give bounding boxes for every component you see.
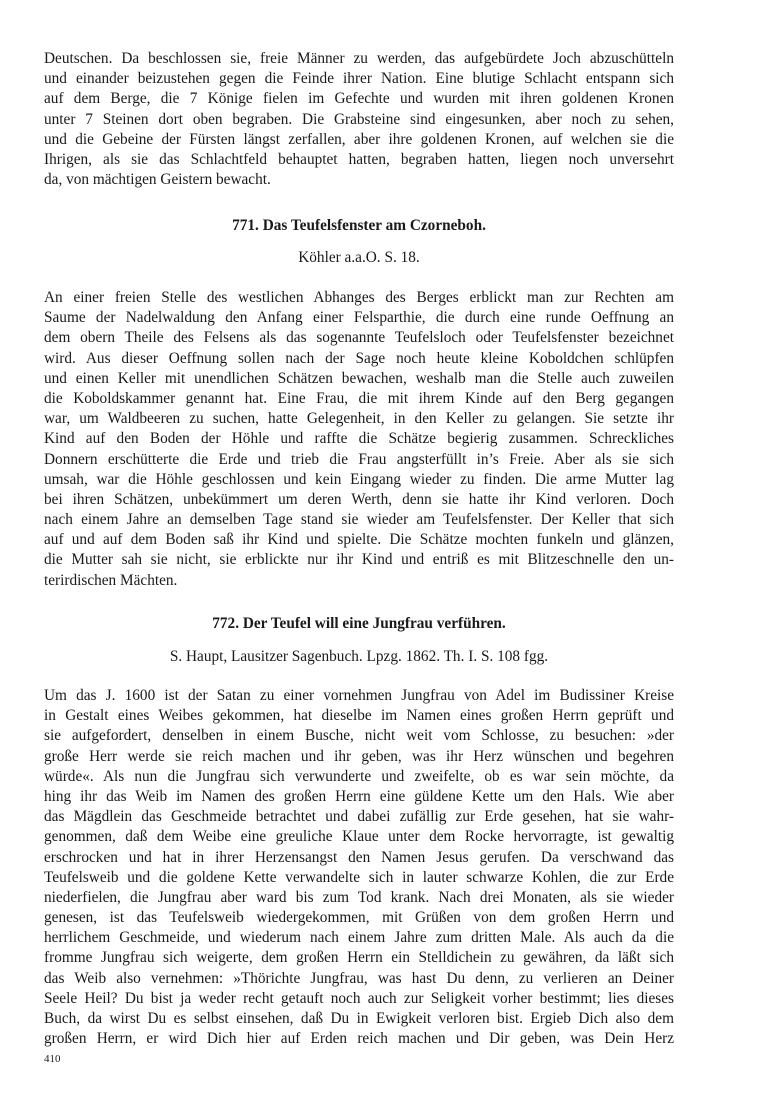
section-772-source: S. Haupt, Lausitzer Sagenbuch. Lpzg. 1862. Th. I. S. 108 fgg.: [169, 648, 549, 665]
page-number: 410: [44, 1053, 61, 1065]
text-line: in Gestalt eines Weibes gekommen, hat dieselbe im Namen eines großen Herrn geprüft und: [44, 707, 674, 725]
text-line: genesen, ist das Teufelsweib wiedergekommen, mit Grüßen von dem großen Herrn und: [44, 909, 674, 927]
text-line: auf und auf dem Boden saß ihr Kind und spielte. Die Schätze mochten funkeln und glänzen,: [44, 531, 674, 549]
text-line: das Mägdlein das Geschmeide betrachtet und dabei zufällig zur Erde gesehen, hat sie wahr-: [44, 808, 674, 826]
section-771-title: 771. Das Teufelsfenster am Czorneboh.: [232, 217, 486, 234]
text-line: Um das J. 1600 ist der Satan zu einer vornehmen Jungfrau von Adel im Budissiner Kreise: [44, 687, 674, 704]
intro-paragraph: [44, 49, 674, 190]
text-line: genommen, daß dem Weibe eine greuliche Klaue unter dem Rocke hervorragte, ist gewaltig: [44, 828, 674, 846]
text-line: auf dem Berge, die 7 Könige fielen im Gefechte und wurden mit ihren goldenen Kronen: [44, 90, 674, 108]
text-line: die Mutter sah sie nicht, sie erblickte nur ihr Kind und entriß es mit Blitzeschnelle den un-: [44, 551, 674, 569]
text-line: großen Herrn, er wird Dich hier auf Erden reich machen und Dir geben, was Dein Herz: [44, 1030, 674, 1048]
text-line: war, um Waldbeeren zu suchen, hatte Gelegenheit, in den Keller zu gelangen. Sie setzte ihr: [44, 410, 674, 428]
text-line: die Koboldskammer genannt hat. Eine Frau, die mit ihrem Kinde auf den Berg gegangen: [44, 389, 674, 407]
text-line: würde«. Als nun die Jungfrau sich verwunderte und zweifelte, ob es war sein möchte, da: [44, 767, 674, 785]
section-771-source: Köhler a.a.O. S. 18.: [298, 249, 420, 266]
text-line: da, von mächtigen Geistern bewacht.: [44, 171, 271, 189]
text-line: terirdischen Mächten.: [44, 571, 178, 589]
text-line: dem obern Theile des Felsens als das sogenannte Teufelsloch oder Teufelsfenster bezeichnet: [44, 329, 674, 347]
text-line: Saume der Nadelwaldung den Anfang einer Felsparthie, die durch eine runde Oeffnung an: [44, 309, 674, 327]
text-line: sie aufgefordert, denselben in einem Busche, nicht weit vom Schlosse, zu besuchen: »der: [44, 727, 674, 745]
text-line: An einer freien Stelle des westlichen Abhanges des Berges erblickt man zur Rechten am: [44, 289, 674, 306]
text-line: Kind auf den Boden der Höhle und raffte die Schätze begierig zusammen. Schreckliches: [44, 430, 674, 448]
text-line: und die Gebeine der Fürsten längst zerfallen, aber ihre goldenen Kronen, auf welchen sie die: [44, 130, 674, 148]
text-line: wird. Aus dieser Oeffnung sollen nach der Sage noch heute kleine Koboldchen schlüpfen: [44, 349, 674, 367]
section-771-paragraph: [44, 288, 674, 591]
text-line: Teufelsweib und die goldene Kette verwandelte sich in lauter schwarze Kohlen, die zur Erde: [44, 868, 674, 886]
text-line: Ihrigen, als sie das Schlachtfeld behauptet hatten, begraben hatten, liegen noch unversehrt: [44, 150, 674, 168]
text-line: das Weib also vernehmen: »Thörichte Jungfrau, was hast Du denn, zu verlieren an Deiner: [44, 969, 674, 987]
text-line: bei ihren Schätzen, unbekümmert um deren Werth, denn sie hatte ihr Kind verloren. Doch: [44, 490, 674, 508]
text-line: und einander beizustehen gegen die Feinde ihrer Nation. Eine blutige Schlacht entspann sich: [44, 70, 674, 88]
text-line: große Herr werde sie reich machen und ihr geben, was ihr Herz wünschen und begehren: [44, 747, 674, 765]
text-line: erschrocken und hat in ihrer Herzensangst den Namen Jesus gerufen. Da verschwand das: [44, 848, 674, 866]
text-line: nach einem Jahre an demselben Tage stand sie wieder am Teufelsfenster. Der Keller that sich: [44, 511, 674, 529]
text-line: hing ihr das Weib im Namen des großen Herrn eine güldene Kette um den Hals. Wie aber: [44, 787, 674, 805]
text-line: und einen Keller mit unendlichen Schätzen bewachen, weshalb man die Stelle auch zuweilen: [44, 369, 674, 387]
text-line: herrlichem Geschmeide, und wiederum nach einem Jahre zum dritten Male. Als auch da die: [44, 929, 674, 947]
text-line: Seele Heil? Du bist ja weder recht getauft noch auch zur Seligkeit vorher bestimmt; lies dieses: [44, 989, 674, 1007]
text-line: Donnern erschütterte die Erde und trieb die Frau angsterfüllt in’s Freie. Aber als sie sich: [44, 450, 674, 468]
text-line: fromme Jungfrau sich weigerte, dem großen Herrn ein Stelldichein zu gewähren, da läßt sich: [44, 949, 674, 967]
text-line: unter 7 Steinen dort oben begraben. Die Grabsteine sind eingesunken, aber noch zu sehen,: [44, 110, 674, 128]
text-line: niederfielen, die Jungfrau aber ward bis zum Tod krank. Nach drei Monaten, als sie wieder: [44, 888, 674, 906]
text-line: umsah, war die Höhle geschlossen und kein Eingang wieder zu finden. Die arme Mutter lag: [44, 470, 674, 488]
section-772-paragraph: [44, 686, 674, 1049]
section-772-title: 772. Der Teufel will eine Jungfrau verführen.: [212, 615, 506, 632]
text-line: Buch, da wirst Du es selbst einsehen, daß Du in Ewigkeit verloren bist. Ergieb Dich also dem: [44, 1010, 674, 1027]
text-line: Deutschen. Da beschlossen sie, freie Männer zu werden, das aufgebürdete Joch abzuschütteln: [44, 50, 674, 67]
